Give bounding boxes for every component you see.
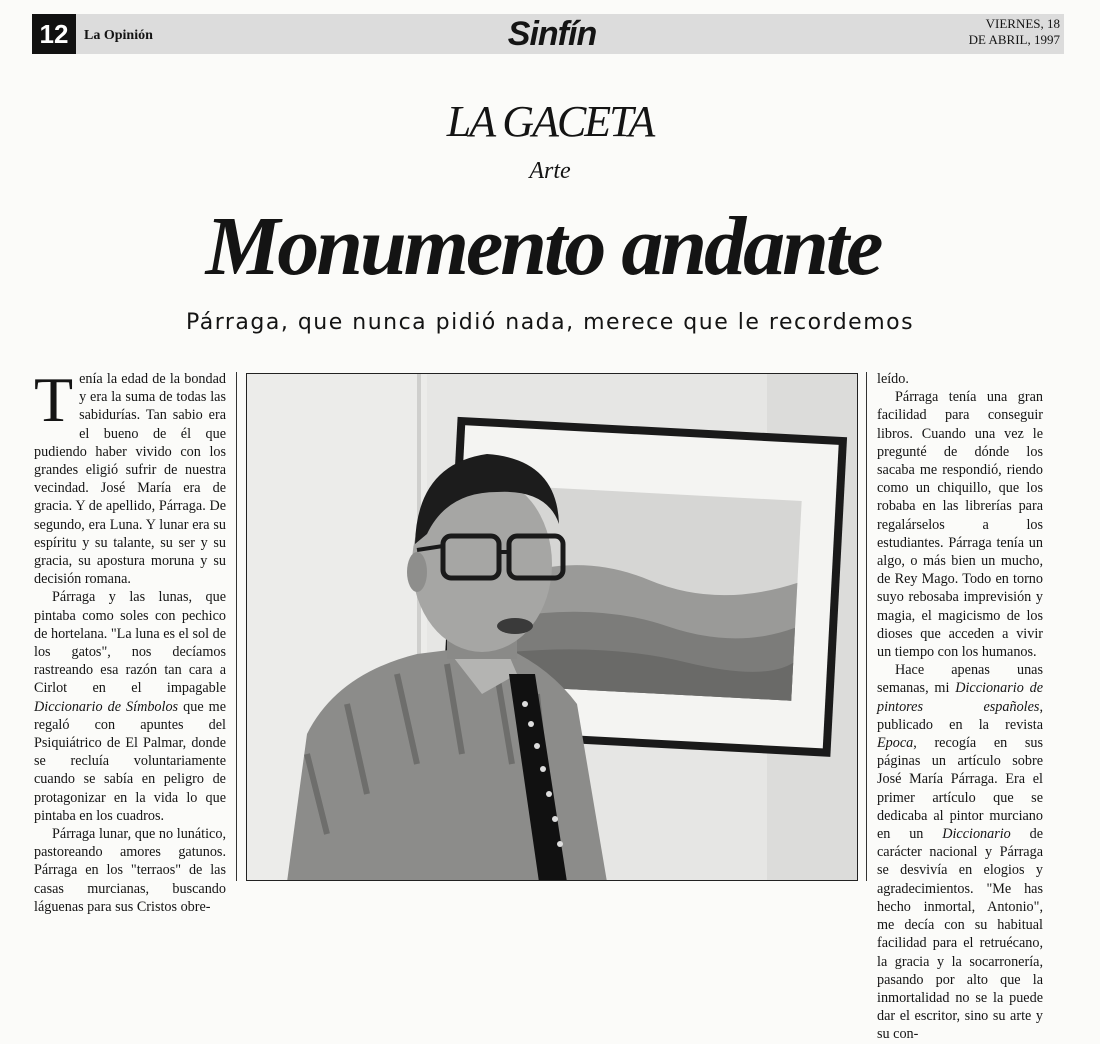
paragraph: Párraga lunar, que no lunático, pastoreando amores gatunos. Párraga en los "terraos" de las casas murcianas, buscando láguenas para sus Cristos obre- bbox=[34, 826, 226, 915]
masthead bbox=[32, 14, 1064, 54]
subsection-label: Arte bbox=[529, 158, 571, 184]
paragraph: Párraga y las lunas, que pintaba como soles con pechico de hortelana. "La luna es el sol de los gatos", nos decíamos rastreando esa razón tan cara a Cirlot en el impagable Diccionario de Símbolos que me regaló con apuntes del Psiquiátrico de El Palmar, donde se recluía voluntariamente cuando se sabía en peligro de protagonizar en la vida lo que pintaba en los cuadros. bbox=[34, 589, 226, 824]
photo-illustration bbox=[247, 374, 858, 881]
article-photo bbox=[246, 373, 858, 881]
paragraph: Hace apenas unas semanas, mi Diccionario de pintores españoles, publicado en la revista Epoca, recogía en sus páginas un artículo sobre José María Párraga. Era el primer artículo que se dedicaba al pintor murciano en un Diccionario de carácter nacional y Párraga se desvivía en elogios y agradecimientos. "Me has hecho inmortal, Antonio", me decía con su habitual facilidad para el retruécano, la gracia y la socarronería, pasando por alto que la inmortalidad no se la puede dar el escritor, sino su arte y su con- bbox=[877, 662, 1044, 1043]
article-column-left bbox=[34, 364, 226, 916]
page-number: 12 bbox=[32, 14, 76, 54]
section-logo: Sinfín bbox=[507, 15, 597, 53]
subheadline: Párraga, que nunca pidió nada, merece que le recordemos bbox=[185, 310, 915, 335]
drop-cap: T bbox=[34, 364, 74, 435]
column-divider bbox=[866, 372, 867, 881]
date-weekday: VIERNES, 18 bbox=[985, 16, 1060, 31]
issue-date bbox=[969, 16, 1060, 48]
paragraph: Tenía la edad de la bondad y era la suma de todas las sabidurías. Tan sabio era el bueno de él que pudiendo haber vivido con los grandes eligió sufrir de nuestra vecindad. José María era de gracia. Y de apellido, Párraga. De segundo, era Luna. Y lunar era su espíritu y su talante, su ser y su gracia, su apostura moruna y su decisión romana. bbox=[34, 364, 226, 588]
newspaper-name: La Opinión bbox=[84, 28, 153, 43]
column-divider bbox=[236, 372, 237, 881]
headline: Monumento andante bbox=[205, 200, 881, 293]
paragraph: leído. bbox=[877, 371, 909, 387]
article-column-right bbox=[877, 370, 1043, 1044]
paragraph: Párraga tenía una gran facilidad para conseguir libros. Cuando una vez le pregunté de dónde los sacaba me respondió, riendo como un chiquillo, que los robaba en las librerías para regalárselos a los estudiantes. Párraga tenía un algo, o más bien un mucho, de Rey Mago. Todo en torno suyo rebosaba imprevisión y magia, el magicismo de los dioses que acceden a vivir un tiempo con los humanos. bbox=[877, 389, 1043, 661]
section-kicker: LA GACETA bbox=[446, 97, 654, 146]
date-month-year: DE ABRIL, 1997 bbox=[968, 32, 1060, 47]
